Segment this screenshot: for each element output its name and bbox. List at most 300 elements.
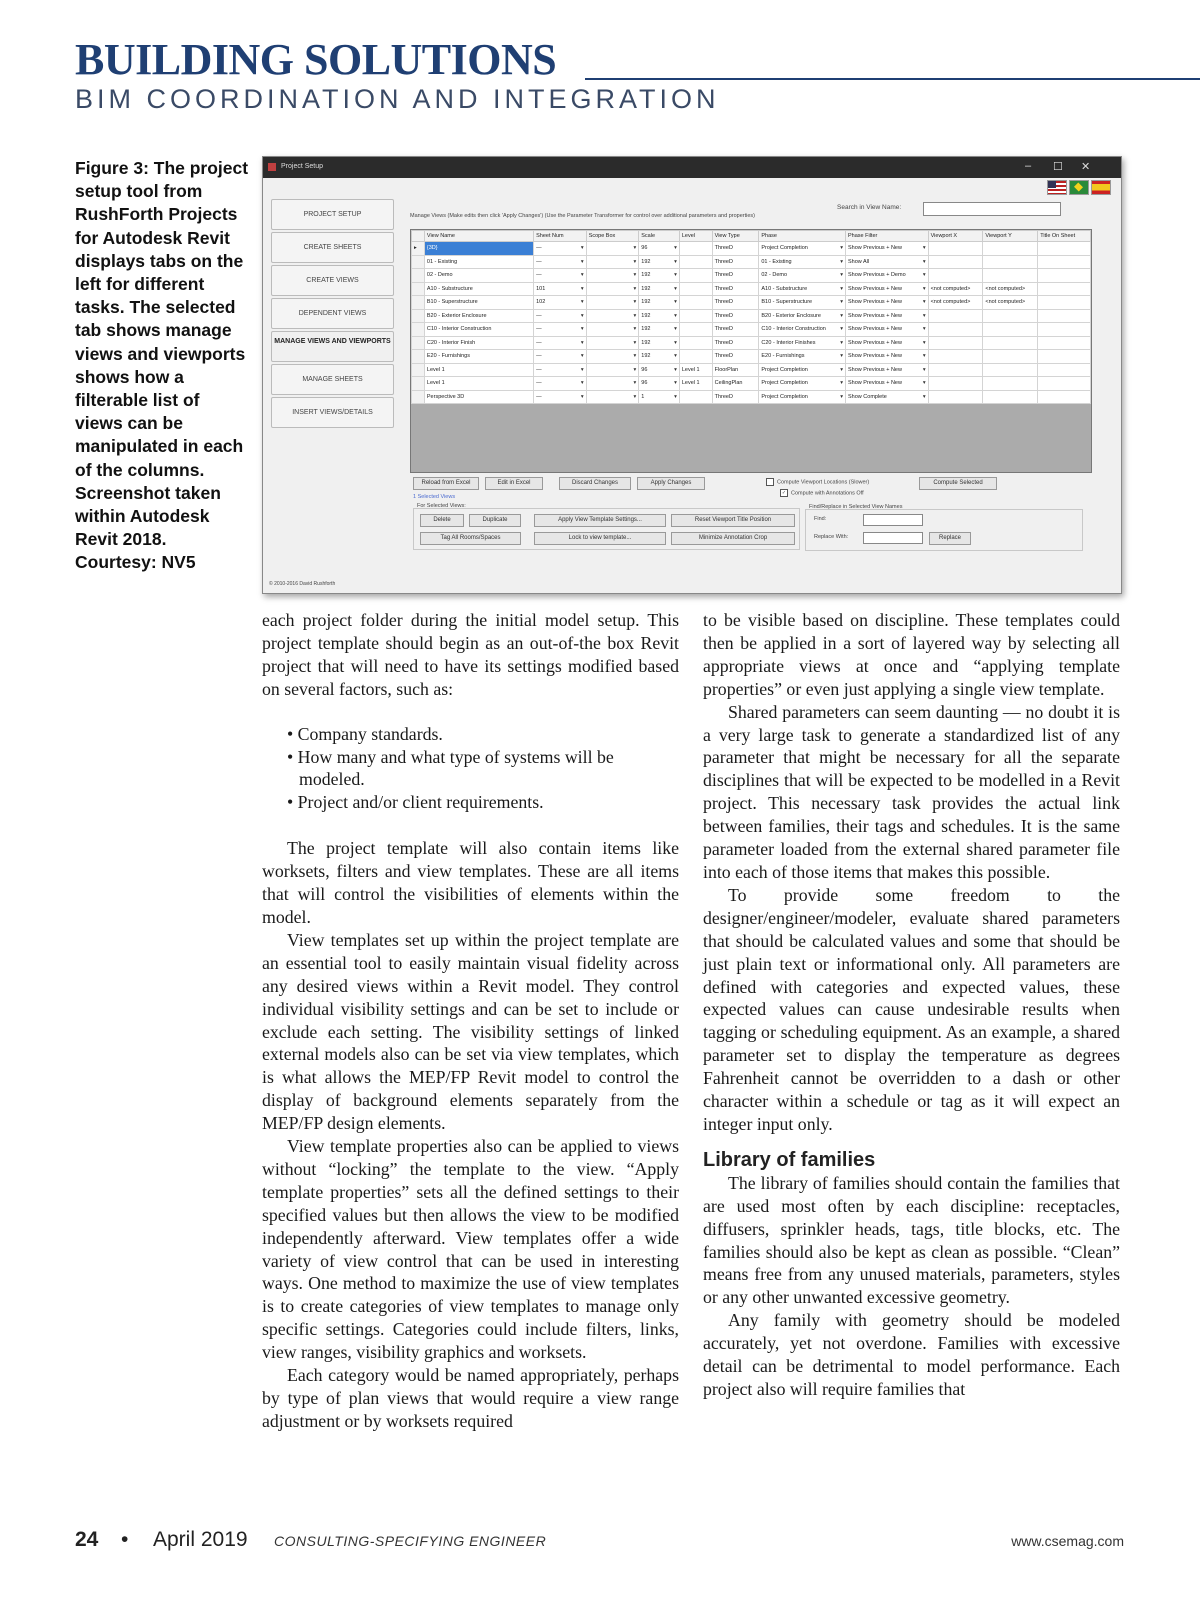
table-cell[interactable]: 102 ▾ [534,296,587,310]
table-cell[interactable]: FloorPlan [712,363,759,377]
apply-view-template-button[interactable]: Apply View Template Settings... [534,514,666,527]
chevron-down-icon[interactable]: ▾ [922,353,926,360]
chevron-down-icon[interactable]: ▾ [840,272,843,279]
table-cell[interactable]: — ▾ [534,390,587,404]
table-cell[interactable]: <not computed> [983,296,1038,310]
table-cell[interactable]: 192 ▾ [639,296,680,310]
col-sheet-num[interactable]: Sheet Num [534,231,587,242]
chevron-down-icon[interactable]: ▾ [922,258,926,265]
paragraph: View template properties also can be applied to views without “locking” the template to the view. “Apply template properties” sets all the defined settings to their specified values but then allows the view to be modified independently afterward. View templates offer a wide variety of view control that can be used in interesting ways. One method to maximize the use of view templates is to create categories of view templates to manage only specific settings. Categories could include filters, links, view ranges, visibility graphics and worksets. [262,1136,679,1363]
chevron-down-icon[interactable]: ▾ [580,245,584,252]
table-cell[interactable] [928,350,983,364]
table-cell[interactable] [679,390,712,404]
table-cell[interactable] [983,363,1038,377]
chevron-down-icon[interactable]: ▾ [633,393,637,400]
table-cell[interactable]: Project Completion ▾ [759,390,846,404]
chevron-down-icon[interactable]: ▾ [633,285,637,292]
tab-manage-sheets[interactable]: MANAGE SHEETS [271,364,394,395]
chevron-down-icon[interactable]: ▾ [922,285,926,292]
chevron-down-icon[interactable]: ▾ [580,393,584,400]
table-cell[interactable]: Level 1 [679,377,712,391]
chevron-down-icon[interactable]: ▾ [674,258,677,265]
table-cell[interactable] [928,269,983,283]
table-cell[interactable]: Project Completion ▾ [759,363,846,377]
minimize-annotation-crop-button[interactable]: Minimize Annotation Crop [671,532,795,545]
table-cell[interactable] [679,269,712,283]
chevron-down-icon[interactable]: ▾ [674,299,677,306]
list-item: • Project and/or client requirements. [287,791,679,814]
find-input[interactable] [863,514,923,526]
bullet-list [262,723,679,815]
table-cell[interactable]: Project Completion ▾ [759,377,846,391]
table-cell[interactable] [679,282,712,296]
table-cell[interactable]: Show Complete ▾ [846,390,929,404]
table-cell[interactable]: B20 - Exterior Enclosure ▾ [759,309,846,323]
reset-viewport-title-button[interactable]: Reset Viewport Title Position [671,514,795,527]
chevron-down-icon[interactable]: ▾ [674,285,677,292]
table-row[interactable] [412,323,1091,337]
magazine-name: CONSULTING-SPECIFYING ENGINEER [274,1533,547,1549]
table-cell[interactable]: C20 - Interior Finish [424,336,533,350]
table-cell[interactable]: Show Previous + New ▾ [846,242,929,256]
table-cell[interactable] [928,323,983,337]
table-cell[interactable]: Show Previous + New ▾ [846,282,929,296]
chevron-down-icon[interactable]: ▾ [580,380,584,387]
chevron-down-icon[interactable]: ▾ [922,339,926,346]
table-cell[interactable]: ThreeD [712,282,759,296]
chevron-down-icon[interactable]: ▾ [840,353,843,360]
find-label: Find: [814,516,827,522]
section-heading: Library of families [703,1148,876,1171]
figure-caption: Figure 3: The project setup tool from RushForth Projects for Autodesk Revit displays tabs on the left for different tasks. The selected tab shows manage views and viewports shows how a filterable list of views can be manipulated in each of the columns. Screenshot taken within Autodesk Revit 2018. Courtesy: NV5 [75,158,249,573]
chevron-down-icon[interactable]: ▾ [633,353,637,360]
table-cell[interactable] [679,350,712,364]
table-cell[interactable] [586,377,639,391]
table-cell[interactable]: 01 - Existing ▾ [759,255,846,269]
table-cell[interactable]: B20 - Exterior Enclosure [424,309,533,323]
chevron-down-icon[interactable]: ▾ [840,245,843,252]
table-cell[interactable]: Show Previous + New ▾ [846,309,929,323]
article-column-right [703,609,1120,1401]
table-cell[interactable]: E20 - Furnishings [424,350,533,364]
table-cell[interactable] [1038,390,1091,404]
table-cell[interactable]: — ▾ [534,242,587,256]
chevron-down-icon[interactable]: ▾ [633,339,637,346]
chevron-down-icon[interactable]: ▾ [922,393,926,400]
table-cell[interactable]: Show Previous + New ▾ [846,336,929,350]
chevron-down-icon[interactable]: ▾ [580,285,584,292]
table-cell[interactable]: 01 - Existing [424,255,533,269]
chevron-down-icon[interactable]: ▾ [840,312,843,319]
table-row[interactable] [412,377,1091,391]
table-cell[interactable]: ThreeD [712,255,759,269]
window-titlebar [263,157,1121,178]
col-phase-filter[interactable]: Phase Filter [846,231,929,242]
table-cell[interactable]: ThreeD [712,323,759,337]
chevron-down-icon[interactable]: ▾ [674,272,677,279]
tab-create-views[interactable]: CREATE VIEWS [271,265,394,296]
table-cell[interactable]: 96 ▾ [639,242,680,256]
table-cell[interactable] [586,255,639,269]
table-cell[interactable]: — ▾ [534,255,587,269]
chevron-down-icon[interactable]: ▾ [580,366,584,373]
article-column-left [262,609,679,1433]
spain-flag-icon[interactable] [1091,180,1111,195]
duplicate-button[interactable]: Duplicate [469,514,521,527]
table-row[interactable] [412,242,1091,256]
table-cell[interactable] [586,309,639,323]
chevron-down-icon[interactable]: ▾ [840,258,843,265]
table-cell[interactable]: Show Previous + New ▾ [846,377,929,391]
table-cell[interactable] [928,363,983,377]
grid-header-row [412,231,1091,242]
table-row[interactable] [412,282,1091,296]
table-cell[interactable]: Level 1 [679,363,712,377]
table-cell[interactable]: 02 - Demo [424,269,533,283]
tag-rooms-button[interactable]: Tag All Rooms/Spaces [420,532,521,545]
table-cell[interactable] [1038,350,1091,364]
row-header[interactable] [412,350,425,364]
table-cell[interactable]: Show Previous + New ▾ [846,363,929,377]
chevron-down-icon[interactable]: ▾ [674,339,677,346]
table-cell[interactable]: — ▾ [534,363,587,377]
table-cell[interactable]: 1 ▾ [639,390,680,404]
tab-insert-views[interactable]: INSERT VIEWS/DETAILS [271,397,394,428]
table-cell[interactable]: B10 - Superstructure [424,296,533,310]
table-cell[interactable]: <not computed> [928,282,983,296]
table-cell[interactable]: Show Previous + New ▾ [846,350,929,364]
table-cell[interactable] [586,336,639,350]
chevron-down-icon[interactable]: ▾ [840,393,843,400]
table-cell[interactable] [586,296,639,310]
paragraph: Any family with geometry should be modeled accurately, yet not overdone. Families with excessive detail can be detrimental to model performance. Each project also will require families that [703,1310,1120,1399]
row-header[interactable] [412,363,425,377]
chevron-down-icon[interactable]: ▾ [633,380,637,387]
chevron-down-icon[interactable]: ▾ [580,258,584,265]
replace-button[interactable]: Replace [929,532,971,545]
table-cell[interactable]: Project Completion ▾ [759,242,846,256]
row-header[interactable] [412,269,425,283]
lock-view-template-button[interactable]: Lock to view template... [534,532,666,545]
page-number: 24 [75,1528,99,1551]
row-header[interactable]: ▸ [412,242,425,256]
table-cell[interactable]: — ▾ [534,323,587,337]
table-cell[interactable] [1038,269,1091,283]
chevron-down-icon[interactable]: ▾ [840,299,843,306]
table-cell[interactable]: C10 - Interior Construction [424,323,533,337]
table-cell[interactable] [586,350,639,364]
chevron-down-icon[interactable]: ▾ [633,366,637,373]
table-cell[interactable]: Perspective 3D [424,390,533,404]
table-cell[interactable]: <not computed> [983,282,1038,296]
table-cell[interactable]: Level 1 [424,363,533,377]
row-header[interactable] [412,296,425,310]
language-flags [1047,180,1111,194]
paragraph: each project folder during the initial model setup. This project template should begin as an out-of-the box Revit project that will need to have its settings modified based on several factors, such as: [262,610,679,699]
table-cell[interactable]: — ▾ [534,350,587,364]
discard-changes-button[interactable]: Discard Changes [559,477,631,490]
table-cell[interactable] [928,255,983,269]
table-cell[interactable] [679,296,712,310]
tab-dependent-views[interactable]: DEPENDENT VIEWS [271,298,394,329]
table-row[interactable] [412,309,1091,323]
table-cell[interactable]: 192 ▾ [639,323,680,337]
paragraph: Each category would be named appropriately, perhaps by type of plan views that would require a view range adjustment or by worksets required [262,1365,679,1431]
section-title: BUILDING SOLUTIONS [75,35,557,84]
chevron-down-icon[interactable]: ▾ [633,258,637,265]
chevron-down-icon[interactable]: ▾ [580,299,584,306]
checkbox-checked-icon: ✓ [781,490,787,496]
chevron-down-icon[interactable]: ▾ [840,366,843,373]
chevron-down-icon[interactable]: ▾ [674,366,677,373]
table-row[interactable] [412,255,1091,269]
table-cell[interactable]: ThreeD [712,390,759,404]
chevron-down-icon[interactable]: ▾ [674,353,677,360]
table-cell[interactable]: Show Previous + Demo ▾ [846,269,929,283]
compute-locations-checkbox[interactable]: Compute Viewport Locations (Slower) [766,478,869,486]
table-row[interactable] [412,269,1091,283]
table-cell[interactable]: — ▾ [534,309,587,323]
chevron-down-icon[interactable]: ▾ [922,245,926,252]
paragraph: The project template will also contain items like worksets, filters and view templates. These are all items that will control the visibilities of elements within the model. [262,838,679,927]
chevron-down-icon[interactable]: ▾ [840,339,843,346]
close-icon[interactable]: ✕ [1081,161,1091,173]
table-cell[interactable]: 02 - Demo ▾ [759,269,846,283]
table-cell[interactable] [983,377,1038,391]
table-row[interactable] [412,336,1091,350]
row-header[interactable] [412,309,425,323]
table-cell[interactable]: ThreeD [712,350,759,364]
paragraph: to be visible based on discipline. These templates could then be applied in a sort of layered way by selecting all appropriate views at once and “applying template properties” or even just applying a single view template. [703,610,1120,699]
chevron-down-icon[interactable]: ▾ [633,245,637,252]
table-row[interactable] [412,296,1091,310]
masthead-rule [585,78,1200,80]
compute-annotations-checkbox[interactable]: ✓ Compute with Annotations Off [781,490,864,497]
table-row[interactable] [412,390,1091,404]
col-scope-box[interactable]: Scope Box [586,231,639,242]
chevron-down-icon[interactable]: ▾ [840,285,843,292]
chevron-down-icon[interactable]: ▾ [580,272,584,279]
table-cell[interactable] [679,309,712,323]
tab-list [271,199,394,430]
table-cell[interactable] [1038,296,1091,310]
chevron-down-icon[interactable]: ▾ [922,326,926,333]
issue-date: April 2019 [153,1528,248,1551]
col-level[interactable]: Level [679,231,712,242]
table-cell[interactable] [586,323,639,337]
table-cell[interactable]: — ▾ [534,377,587,391]
window-title: Project Setup [281,163,324,170]
row-header[interactable] [412,390,425,404]
table-cell[interactable] [586,269,639,283]
table-cell[interactable]: 101 ▾ [534,282,587,296]
reload-from-excel-button[interactable]: Reload from Excel [413,477,479,490]
table-cell[interactable] [983,390,1038,404]
col-viewport-x[interactable]: Viewport X [928,231,983,242]
brazil-flag-icon[interactable] [1069,180,1089,195]
row-header[interactable] [412,336,425,350]
section-subtitle: BIM COORDINATION AND INTEGRATION [75,84,720,114]
table-cell[interactable] [679,336,712,350]
app-icon [268,163,276,171]
table-cell[interactable]: — ▾ [534,269,587,283]
row-header[interactable] [412,255,425,269]
magazine-url[interactable]: www.csemag.com [1011,1533,1124,1549]
table-cell[interactable] [983,242,1038,256]
table-cell[interactable]: Show All ▾ [846,255,929,269]
table-cell[interactable]: 96 ▾ [639,363,680,377]
table-cell[interactable]: 192 ▾ [639,255,680,269]
table-cell[interactable]: — ▾ [534,336,587,350]
table-cell[interactable]: ThreeD [712,336,759,350]
replace-with-label: Replace With: [814,534,849,540]
table-cell[interactable]: C10 - Interior Construction ▾ [759,323,846,337]
table-cell[interactable] [983,255,1038,269]
table-cell[interactable] [679,242,712,256]
table-cell[interactable]: ThreeD [712,242,759,256]
table-cell[interactable]: Show Previous + New ▾ [846,323,929,337]
delete-button[interactable]: Delete [420,514,464,527]
table-cell[interactable]: Level 1 [424,377,533,391]
compute-selected-button[interactable]: Compute Selected [919,477,997,490]
table-cell[interactable]: B10 - Superstructure ▾ [759,296,846,310]
col-view-name[interactable]: View Name [424,231,533,242]
table-cell[interactable] [586,390,639,404]
table-cell[interactable] [1038,309,1091,323]
chevron-down-icon[interactable]: ▾ [840,326,843,333]
chevron-down-icon[interactable]: ▾ [674,245,677,252]
chevron-down-icon[interactable]: ▾ [674,380,677,387]
table-cell[interactable]: Show Previous + New ▾ [846,296,929,310]
table-cell[interactable] [928,336,983,350]
chevron-down-icon[interactable]: ▾ [633,299,637,306]
list-item: • How many and what type of systems will be modeled. [287,746,679,792]
table-cell[interactable] [1038,242,1091,256]
table-cell[interactable]: A10 - Substructure ▾ [759,282,846,296]
table-cell[interactable]: 192 ▾ [639,350,680,364]
table-cell[interactable] [1038,336,1091,350]
table-cell[interactable] [928,242,983,256]
row-header[interactable] [412,282,425,296]
table-cell[interactable] [586,363,639,377]
chevron-down-icon[interactable]: ▾ [922,272,926,279]
selected-count: 1 Selected Views [413,494,456,500]
col-scale[interactable]: Scale [639,231,680,242]
manage-views-instructions: Manage Views (Make edits then click 'Apply Changes') (Use the Parameter Transformer for control over additional parameters and properties) [410,213,755,219]
chevron-down-icon[interactable]: ▾ [580,339,584,346]
row-header[interactable] [412,323,425,337]
checkbox-unchecked-icon [766,478,774,486]
find-replace-title: Find/Replace in Selected View Names [809,504,903,510]
us-flag-icon[interactable] [1047,180,1067,195]
table-cell[interactable]: 96 ▾ [639,377,680,391]
table-cell[interactable] [1038,282,1091,296]
table-cell[interactable] [983,323,1038,337]
search-label: Search in View Name: [837,204,902,211]
table-cell[interactable]: ThreeD [712,296,759,310]
table-cell[interactable] [983,350,1038,364]
table-cell[interactable] [679,255,712,269]
paragraph: The library of families should contain the families that are used most often by each discipline: receptacles, diffusers, sprinkler heads, tags, title blocks, etc. The families should also be kept as clean as possible. “Clean” means free from any unused materials, parameters, styles or any other unwanted excessive geometry. [703,1172,1120,1308]
apply-changes-button[interactable]: Apply Changes [637,477,705,490]
chevron-down-icon[interactable]: ▾ [633,312,637,319]
table-cell[interactable] [1038,377,1091,391]
paragraph: View templates set up within the project template are an essential tool to easily maintain visual fidelity across any desired views within a Revit model. They control individual visibility settings and can be set to include or exclude each setting. The visibility settings of linked external models also can be set via view templates, which is what allows the MEP/FP Revit model to control the display of background elements separately from the MEP/FP design elements. [262,929,679,1134]
chevron-down-icon[interactable]: ▾ [580,326,584,333]
col-viewport-y[interactable]: Viewport Y [983,231,1038,242]
table-cell[interactable] [1038,255,1091,269]
table-cell[interactable] [928,309,983,323]
copyright-text: © 2010-2016 David Rushforth [269,581,336,587]
tab-manage-views[interactable]: MANAGE VIEWS AND VIEWPORTS [271,331,394,362]
table-cell[interactable]: ThreeD [712,309,759,323]
table-cell[interactable]: CeilingPlan [712,377,759,391]
table-cell[interactable]: ThreeD [712,269,759,283]
table-cell[interactable]: 192 ▾ [639,269,680,283]
table-cell[interactable] [928,377,983,391]
table-cell[interactable] [983,309,1038,323]
chevron-down-icon[interactable]: ▾ [922,380,926,387]
for-selected-label: For Selected Views: [417,503,466,509]
table-cell[interactable] [586,242,639,256]
paragraph: Shared parameters can seem daunting — no doubt it is a very large task to generate a standardized list of any parameter that might be necessary for all the separate disciplines that will be expected to be modelled in a Revit project. This necessary task provides the actual link between families, their tags and schedules. It is the same parameter loaded from the external shared parameter file into each of those items that makes this possible. [703,701,1120,882]
table-cell[interactable]: 192 ▾ [639,336,680,350]
table-cell[interactable]: A10 - Substructure [424,282,533,296]
table-cell[interactable] [586,282,639,296]
minimize-icon[interactable]: – [1025,160,1032,172]
table-cell[interactable]: <not computed> [928,296,983,310]
table-cell[interactable]: {3D} [424,242,533,256]
table-cell[interactable] [1038,363,1091,377]
tab-create-sheets[interactable]: CREATE SHEETS [271,232,394,263]
table-cell[interactable] [983,336,1038,350]
table-cell[interactable] [679,323,712,337]
chevron-down-icon[interactable]: ▾ [922,366,926,373]
table-cell[interactable] [983,269,1038,283]
chevron-down-icon[interactable]: ▾ [580,353,584,360]
chevron-down-icon[interactable]: ▾ [674,393,677,400]
chevron-down-icon[interactable]: ▾ [674,326,677,333]
chevron-down-icon[interactable]: ▾ [922,299,926,306]
tab-project-setup[interactable]: PROJECT SETUP [271,199,394,230]
table-row[interactable] [412,350,1091,364]
table-row[interactable] [412,363,1091,377]
table-cell[interactable]: 192 ▾ [639,282,680,296]
chevron-down-icon[interactable]: ▾ [580,312,584,319]
footer-separator: • [121,1528,129,1551]
replace-input[interactable] [863,532,923,544]
search-input[interactable] [923,202,1061,216]
edit-in-excel-button[interactable]: Edit in Excel [485,477,543,490]
chevron-down-icon[interactable]: ▾ [674,312,677,319]
table-cell[interactable] [928,390,983,404]
chevron-down-icon[interactable]: ▾ [633,272,637,279]
chevron-down-icon[interactable]: ▾ [840,380,843,387]
table-cell[interactable] [1038,323,1091,337]
row-header[interactable] [412,377,425,391]
col-phase[interactable]: Phase [759,231,846,242]
table-cell[interactable]: C20 - Interior Finishes ▾ [759,336,846,350]
chevron-down-icon[interactable]: ▾ [633,326,637,333]
col-title-on-sheet[interactable]: Title On Sheet [1038,231,1091,242]
maximize-icon[interactable]: ☐ [1053,161,1063,173]
views-grid [410,229,1092,473]
col-view-type[interactable]: View Type [712,231,759,242]
table-cell[interactable]: E20 - Furnishings ▾ [759,350,846,364]
chevron-down-icon[interactable]: ▾ [922,312,926,319]
paragraph: To provide some freedom to the designer/engineer/modeler, evaluate shared parameters that should be calculated values and some that should be just plain text or informational only. All parameters are defined with categories and expected values, these expected values can cause undesirable results when tagging or scheduling equipment. As an example, a shared parameter set to display the temperature as degrees Fahrenheit cannot be overridden to a dash or other character within a schedule or tag as it will expect an integer input only. [703,884,1120,1134]
table-cell[interactable]: 192 ▾ [639,309,680,323]
